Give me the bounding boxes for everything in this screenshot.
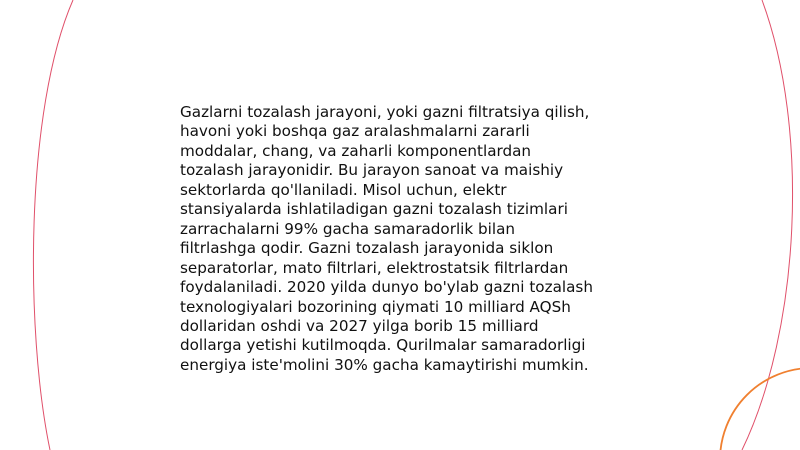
left-arc	[33, 0, 73, 450]
right-arc	[742, 0, 793, 450]
body-paragraph: Gazlarni tozalash jarayoni, yoki gazni filtratsiya qilish, havoni yoki boshqa gaz aralashmalarni zararli moddalar, chang, va zaharli komponentlardan tozalash jarayonidir. Bu jarayon sanoat va maishiy sektorlarda qo'llaniladi. Misol uchun, elektr stansiyalarda ishlatiladigan gazni tozalash tizimlari zarrachalarni 99% gacha samaradorlik bilan filtrlashga qodir. Gazni tozalash jarayonida siklon separatorlar, mato filtrlari, elektrostatsik filtrlardan foydalaniladi. 2020 yilda dunyo bo'ylab gazni tozalash texnologiyalari bozorining qiymati 10 milliard AQSh dollaridan oshdi va 2027 yilga borib 15 milliard dollarga yetishi kutilmoqda. Qurilmalar samaradorligi energiya iste'molini 30% gacha kamaytirishi mumkin.	[180, 103, 593, 374]
orange-accent-arc	[720, 368, 800, 450]
